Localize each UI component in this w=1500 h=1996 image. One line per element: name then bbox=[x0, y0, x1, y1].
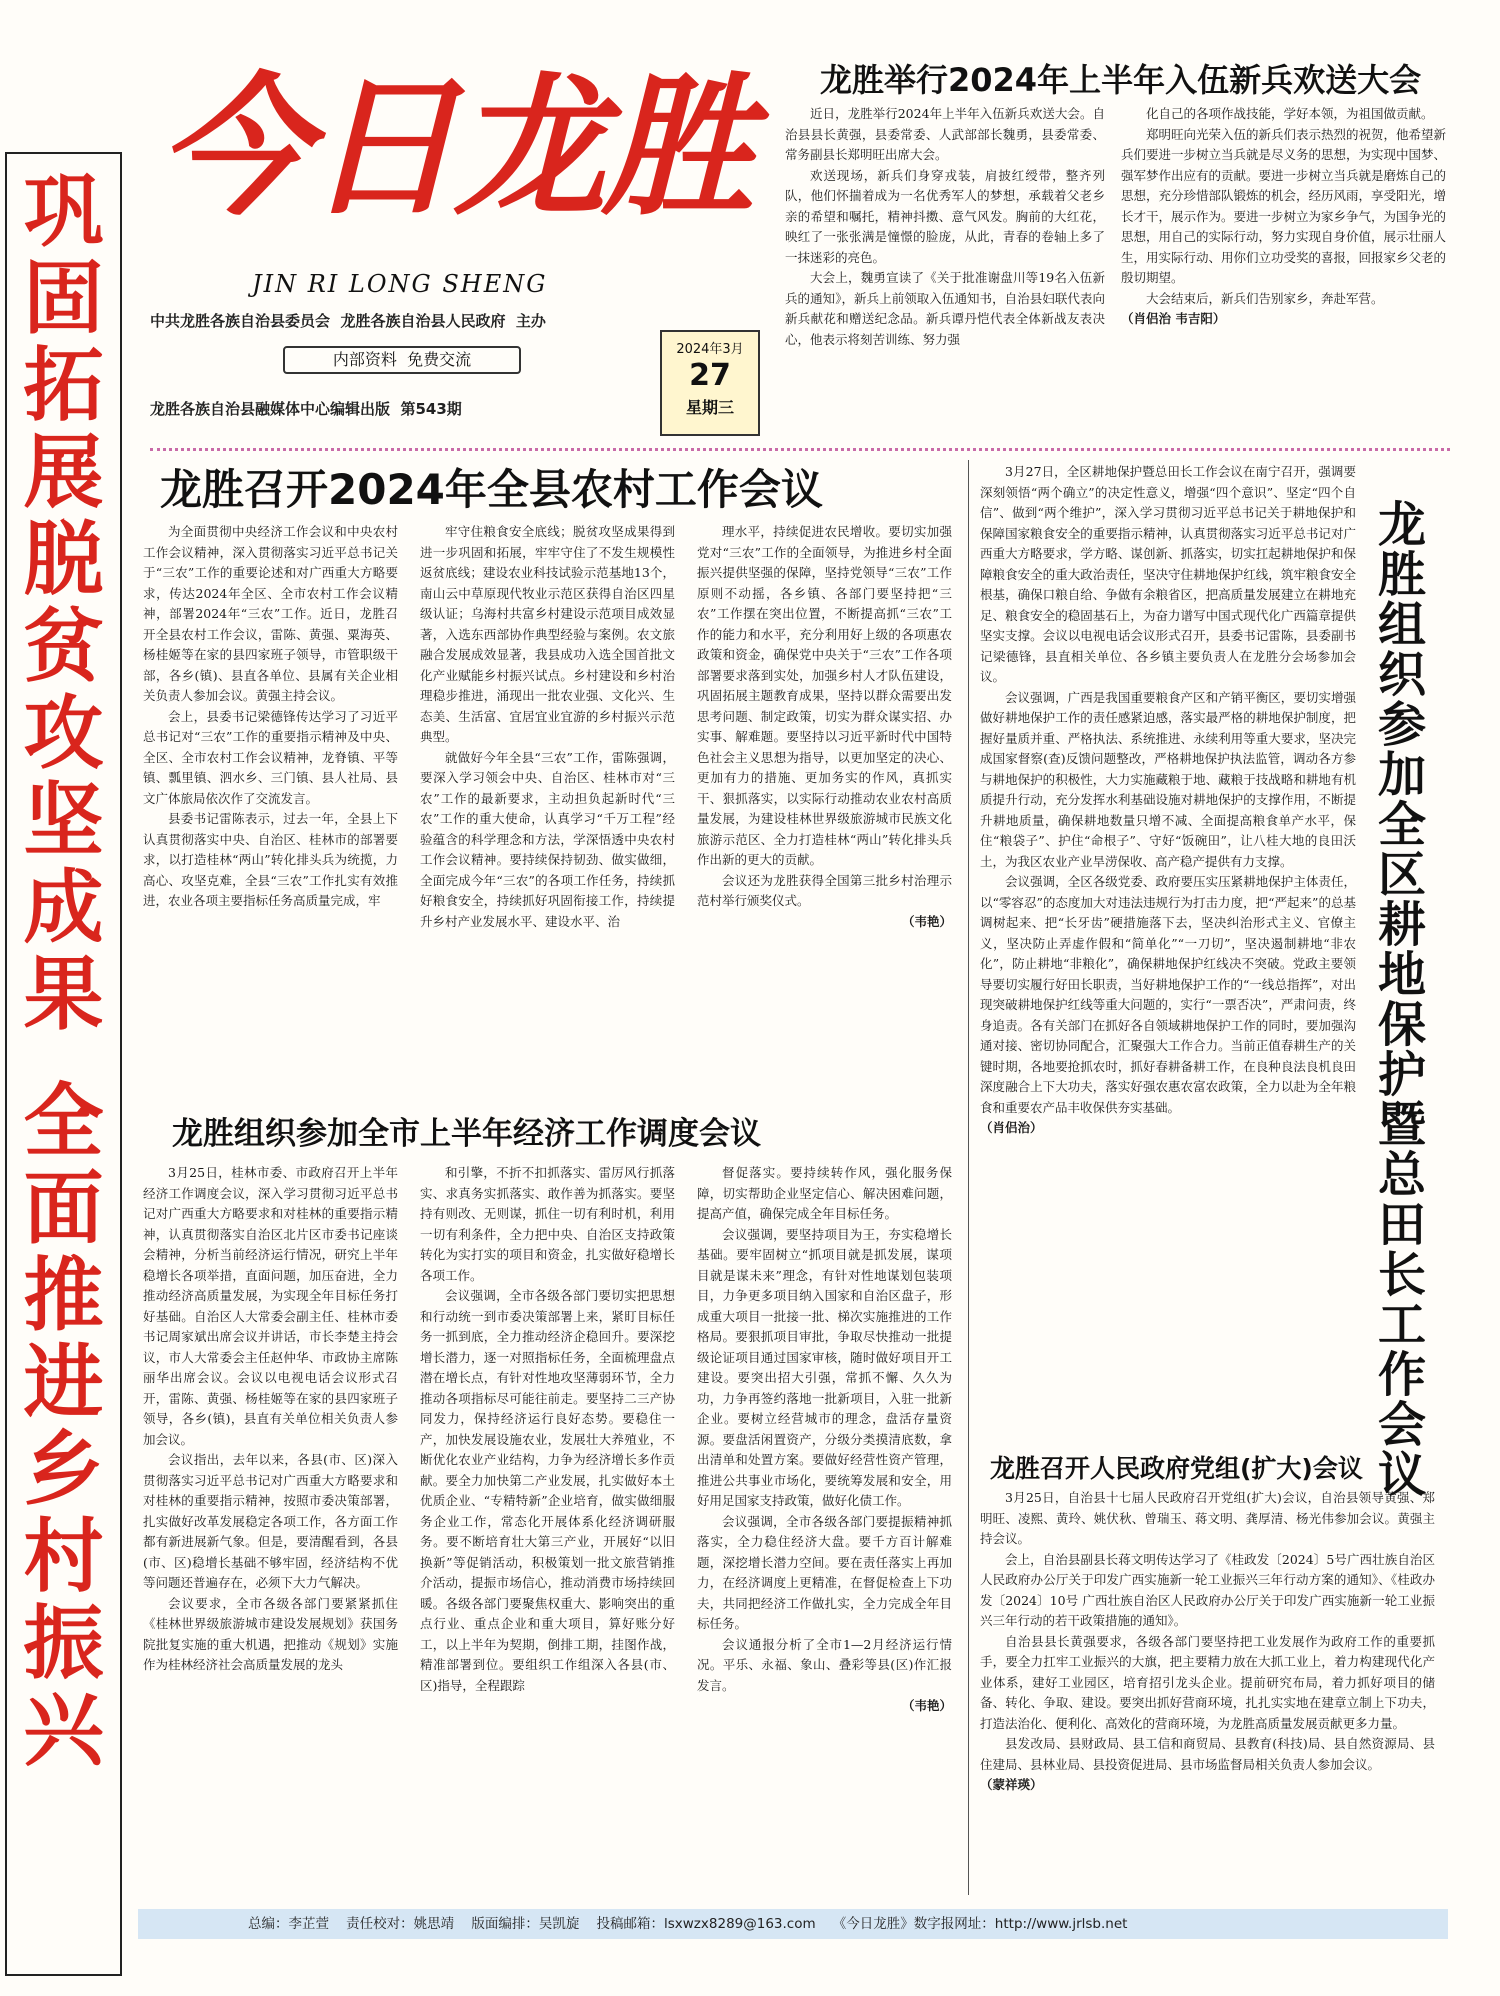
headline-char: 组 bbox=[1377, 597, 1426, 653]
paragraph: 会议强调，全市各级各部门要提振精神抓落实，全力稳住经济大盘。要千方百计解难题，深挖增长潜力空间。要在责任落实上再加力，在经济调度上更精准，在督促检查上下功夫，共同把经济工作做扎实，全力完成全年目标任务。 bbox=[697, 1513, 952, 1631]
paragraph: 3月25日，桂林市委、市政府召开上半年经济工作调度会议，深入学习贯彻习近平总书记对广西重大方略要求和对桂林的重要指示精神，认真贯彻落实自治区北片区市委书记座谈会精神，分析当前经济运行情况，研究上半年稳增长各项举措，直面问题，加压奋进，全力推动经济高质量发展，为实现全年目标任务打好基础。自治区人大常委会副主任、桂林市委书记周家斌出席会议并讲话，市长李楚主持会议，市人大常委会主任赵仲华、市政协主席陈丽华出席会议。会议以电视电话会议形式召开，雷陈、黄强、杨桂姬等在家的县四家班子领导，各乡(镇)，县直有关单位相关负责人参加会议。 bbox=[143, 1165, 398, 1447]
paragraph: 会议指出，去年以来，各县(市、区)深入贯彻落实习近平总书记对广西重大方略要求和对桂林的重要指示精神，按照市委决策部署，扎实做好改革发展稳定各项工作，各方面工作都有新进展新气象。但是，要清醒看到，各县(市、区)稳增长基础不够牢固，经济结构不优等问题还普遍存在，必须下大力气解决。 bbox=[143, 1452, 398, 1590]
article-recruits-col2 bbox=[1121, 104, 1446, 434]
byline-rural: （韦艳） bbox=[901, 913, 952, 929]
paragraph: 自治县县长黄强要求，各级各部门要坚持把工业发展作为政府工作的重要抓手，要全力扛牢工业振兴的大旗，把主要精力放在大抓工业上，着力构建现代化产业体系，建好工业园区，培育招引龙头企业。提前研究布局，着力抓好项目的储备、转化、争取、建设。要突出抓好营商环境，扎扎实实地在建章立制上下功夫，打造法治化、便利化、高效化的营商环境，为龙胜高质量发展贡献更多力量。 bbox=[980, 1633, 1435, 1731]
byline-economic: （韦艳） bbox=[901, 1698, 952, 1713]
headline-char: 耕 bbox=[1377, 897, 1426, 953]
headline-char: 作 bbox=[1377, 1347, 1426, 1403]
byline-party: （蒙祥瑛） bbox=[980, 1777, 1043, 1792]
headline-farmland bbox=[1372, 497, 1432, 1503]
headline-char: 护 bbox=[1377, 1047, 1426, 1103]
slogan-char: 坚 bbox=[23, 774, 104, 867]
slogan-char: 固 bbox=[23, 252, 104, 345]
slogan-char: 果 bbox=[23, 948, 104, 1041]
headline-char: 胜 bbox=[1377, 547, 1426, 603]
article-economic-col1 bbox=[143, 1163, 398, 1893]
slogan-char: 兴 bbox=[23, 1684, 104, 1777]
paragraph: 3月25日，自治县十七届人民政府召开党组(扩大)会议，自治县领导黄强、郑明旺、凌熙、黄玲、姚伏秋、曾瑞玉、蒋文明、龚厚清、杨光伟参加会议。黄强主持会议。 bbox=[980, 1490, 1435, 1546]
paragraph: 会议强调，全区各级党委、政府要压实压紧耕地保护主体责任，以“零容忍”的态度加大对违法违规行为打击力度，把“严起来”的总基调树起来、把“长牙齿”硬措施落下去，坚决纠治形式主义、官僚主义，坚决防止弄虚作假和“简单化”“一刀切”，坚决遏制耕地“非农化”，防止耕地“非粮化”，确保耕地保护红线决不突破。党政主要领导要切实履行好田长职责，当好耕地保护工作的“一线总指挥”，对出现突破耕地保护红线等重大问题的，实行“一票否决”，严肃问责，终身追责。各有关部门在抓好各自领域耕地保护工作的同时，要加强沟通对接、密切协同配合，汇聚强大工作合力。当前正值春耕生产的关键时期，各地要抢抓农时，抓好春耕备耕工作，在良种良法良机良田深度融合上下大功夫，落实好强农惠农富农政策，全力以赴为全年粮食和重要农产品丰收保供夯实基础。 bbox=[980, 874, 1356, 1115]
headline-economic: 龙胜组织参加全市上半年经济工作调度会议 bbox=[172, 1116, 761, 1152]
slogan-char: 展 bbox=[23, 426, 104, 519]
paragraph: 督促落实。要持续转作风，强化服务保障，切实帮助企业坚定信心、解决困难问题，提高产值，确保完成全年目标任务。 bbox=[697, 1165, 952, 1221]
slogan-char: 贫 bbox=[23, 600, 104, 693]
headline-char: 地 bbox=[1377, 947, 1426, 1003]
paragraph: 牢守住粮食安全底线；脱贫攻坚成果得到进一步巩固和拓展，牢牢守住了不发生规模性返贫底线；建设农业科技试验示范基地13个，南山云中草原现代牧业示范区获得自治区四星级认证；乌海村共富乡村建设示范项目成效显著，入选东西部协作典型经验与案例。农文旅融合发展成效显著，我县成功入选全国首批文化产业赋能乡村振兴试点。乡村建设和乡村治理稳步推进，涌现出一批农业强、文化兴、生态美、生活富、宜居宜业宜游的乡村振兴示范典型。 bbox=[420, 524, 675, 744]
headline-char: 议 bbox=[1377, 1447, 1426, 1503]
paragraph: 县发改局、县财政局、县工信和商贸局、县教育(科技)局、县自然资源局、县住建局、县林业局、县投资促进局、县市场监督局相关负责人参加会议。 bbox=[980, 1736, 1435, 1772]
headline-char: 工 bbox=[1377, 1297, 1426, 1353]
masthead-publisher: 龙胜各族自治县融媒体中心编辑出版 第543期 bbox=[150, 400, 462, 418]
slogan-char: 推 bbox=[23, 1249, 104, 1342]
slogan-char: 村 bbox=[23, 1510, 104, 1603]
masthead-pinyin: JIN RI LONG SHENG bbox=[252, 270, 548, 298]
headline-char: 长 bbox=[1377, 1247, 1426, 1303]
internal-stamp bbox=[283, 346, 521, 374]
slogan-char: 拓 bbox=[23, 339, 104, 432]
masthead-title: 今日龙胜 bbox=[158, 57, 750, 236]
paragraph: 会上，县委书记梁德锋传达学习了习近平总书记对“三农”工作的重要指示精神及中央、全区、全市农村工作会议精神，龙脊镇、平等镇、瓢里镇、泗水乡、三门镇、县人社局、县文广体旅局依次作了交流发言。 bbox=[143, 708, 398, 806]
date-year-month: 2024年3月 bbox=[676, 342, 744, 357]
slogan-char: 全 bbox=[23, 1075, 104, 1168]
paragraph: 和引擎，不折不扣抓落实、雷厉风行抓落实、求真务实抓落实、敢作善为抓落实。要坚持有则改、无则谋，抓住一切有利时机，利用一切有利条件，全力把中央、自治区支持政策转化为实打实的项目和资金，扎实做好稳增长各项工作。 bbox=[420, 1165, 675, 1283]
paragraph: 县委书记雷陈表示，过去一年，全县上下认真贯彻落实中央、自治区、桂林市的部署要求，以打造桂林“两山”转化排头兵为统揽，力高心、攻坚克难，全县“三农”工作扎实有效推进，农业各项主要指标任务高质量完成，牢 bbox=[143, 811, 398, 908]
paragraph: 会议强调，广西是我国重要粮食产区和产销平衡区，要切实增强做好耕地保护工作的责任感紧迫感，落实最严格的耕地保护制度，把握好量质并重、严格执法、系统推进、永续利用等重大要求，坚决完成国家督察(查)反馈问题整改，严格耕地保护执法监管，调动各方参与耕地保护的积极性，大力实施藏粮于地、藏粮于技战略和耕地有机质提升行动，充分发挥水利基础设施对耕地保护的支撑作用，不断提升耕地质量，确保耕地数量只增不减、全面提高粮食单产水平，保住“粮袋子”、护住“命根子”、守好“饭碗田”，让八桂大地的良田沃土，为我区农业产业旱涝保收、高产稳产提供有力支撑。 bbox=[980, 689, 1356, 869]
byline-farmland: （肖侣治） bbox=[980, 1120, 1043, 1135]
paragraph: 会议要求，全市各级各部门要紧紧抓住《桂林世界级旅游城市建设发展规划》获国务院批复实施的重大机遇，把推动《规划》实施作为桂林经济社会高质量发展的龙头 bbox=[143, 1595, 398, 1672]
headline-party: 龙胜召开人民政府党组(扩大)会议 bbox=[990, 1454, 1363, 1483]
paragraph: 理水平，持续促进农民增收。要切实加强党对“三农”工作的全面领导，为推进乡村全面振兴提供坚强的保障，坚持党领导“三农”工作原则不动摇，各乡镇、各部门要坚持把“三农”工作摆在突出位置，不断提高抓“三农”工作的能力和水平，充分利用好上级的各项惠农政策和资金，确保党中央关于“三农”工作各项部署要求落到实处，加强乡村人才队伍建设，巩固拓展主题教育成果，坚持以群众需要出发思考问题、制定政策，切实为群众谋实招、办实事、解难题。要坚持以习近平新时代中国特色社会主义思想为指导，以更加坚定的决心、更加有力的措施、更加务实的作风，真抓实干、狠抓落实，以实际行动推动农业农村高质量发展，为建设桂林世界级旅游城市民族文化旅游示范区、全力打造桂林“两山”转化排头兵作出新的更大的贡献。 bbox=[697, 524, 952, 867]
article-rural-col1 bbox=[143, 522, 398, 1097]
paragraph: 3月27日，全区耕地保护暨总田长工作会议在南宁召开，强调要深刻领悟“两个确立”的决定性意义，增强“四个意识”、坚定“四个自信”、做到“两个维护”，深入学习贯彻习近平总书记关于耕地保护和保障国家粮食安全的重要指示精神，认真贯彻落实习近平总书记对广西重大方略要求，学方略、谋创新、抓落实，切实扛起耕地保护和保障粮食安全的重大政治责任，坚决守住耕地保护红线，筑牢粮食安全根基，确保口粮自给、争做有余粮省区，把高质量发展建立在耕地充足、粮食安全的稳固基石上，为奋力谱写中国式现代化广西篇章提供坚实支撑。会议以电视电话会议形式召开，县委书记雷陈，县委副书记梁德锋，县直相关单位、各乡镇主要负责人在龙胜分会场参加会议。 bbox=[980, 464, 1356, 684]
headline-char: 会 bbox=[1377, 1397, 1426, 1453]
paragraph: 会议强调，全市各级各部门要切实把思想和行动统一到市委决策部署上来，紧盯目标任务一抓到底，全力推动经济企稳回升。要深挖增长潜力，逐一对照指标任务，全面梳理盘点潜在增长点，有针对性地攻坚薄弱环节，全力推动各项指标尽可能往前走。要坚持二三产协同发力，保持经济运行良好态势。要稳住一产，加快发展设施农业，发展壮大养殖业，不断优化农业产业结构，力争为经济增长多作贡献。要全力加快第二产业发展，扎实做好本土优质企业、“专精特新”企业培育，做实做细服务企业工作，常态化开展体系化经济调研服务。要不断培育壮大第三产业，开展好“以旧换新”等促销活动，积极策划一批文旅营销推介活动，提振市场信心，推动消费市场持续回暖。各级各部门要聚焦权重大、影响突出的重点行业、重点企业和重大项目，算好账分好工，以上半年为契期，倒排工期，挂图作战，精准部署到位。要组织工作组深入各县(市、区)指导，全程跟踪 bbox=[420, 1288, 675, 1693]
paragraph: 大会结束后，新兵们告别家乡，奔赴军营。 bbox=[1146, 290, 1384, 306]
headline-char: 总 bbox=[1377, 1147, 1426, 1203]
article-economic-col3 bbox=[697, 1163, 952, 1893]
paragraph: 郑明旺向光荣入伍的新兵们表示热烈的祝贺，他希望新兵们要进一步树立当兵就是尽义务的思想，为实现中国梦、强军梦作出应有的贡献。要进一步树立当兵就是磨炼自己的思想，充分珍惜部队锻炼的机会，经历风雨，享受阳光，增长才干，展示作为。要进一步树立为家乡争气，为国争光的思想，用自己的实际行动，努力实现自身价值，展示壮丽人生，用实际行动、用你们立功受奖的喜报，回报家乡父老的殷切期望。 bbox=[1121, 126, 1446, 285]
paragraph: 欢送现场，新兵们身穿戎装，肩披红绶带，整齐列队，他们怀揣着成为一名优秀军人的梦想，承载着父老乡亲的希望和嘱托，精神抖擞、意气风发。胸前的大红花，映红了一张张满是憧憬的脸庞，从此，青春的卷轴上多了一抹迷彩的亮色。 bbox=[785, 167, 1105, 265]
headline-recruits: 龙胜举行2024年上半年入伍新兵欢送大会 bbox=[820, 61, 1422, 99]
top-separator bbox=[150, 448, 1450, 451]
headline-char: 全 bbox=[1377, 797, 1426, 853]
date-weekday: 星期三 bbox=[685, 398, 734, 417]
headline-char: 加 bbox=[1377, 747, 1426, 803]
paragraph: 会议还为龙胜获得全国第三批乡村治理示范村举行颁奖仪式。 bbox=[697, 872, 952, 908]
paragraph: 化自己的各项作战技能，学好本领，为祖国做贡献。 bbox=[1146, 106, 1434, 121]
slogan-char: 振 bbox=[23, 1597, 104, 1690]
slogan-char: 脱 bbox=[23, 513, 104, 606]
slogan-sidebar bbox=[5, 152, 122, 1976]
paragraph: 大会上，魏勇宣读了《关于批准谢盘川等19名入伍新兵的通知》，新兵上前领取入伍通知书，自治县妇联代表向新兵献花和赠送纪念品。新兵谭丹恺代表全体新战友表决心，他表示将刻苦训练、努力强 bbox=[785, 270, 1105, 347]
headline-char: 参 bbox=[1377, 697, 1426, 753]
date-box bbox=[660, 330, 760, 436]
footer-bar bbox=[138, 1909, 1448, 1939]
paragraph: 近日，龙胜举行2024年上半年入伍新兵欢送大会。自治县县长黄强，县委常委、人武部部长魏勇，县委常委、常务副县长郑明旺出席大会。 bbox=[785, 106, 1105, 162]
headline-char: 龙 bbox=[1377, 497, 1426, 553]
slogan-char: 乡 bbox=[23, 1423, 104, 1516]
slogan-char: 成 bbox=[23, 861, 104, 954]
paragraph: 为全面贯彻中央经济工作会议和中央农村工作会议精神，深入贯彻落实习近平总书记关于“三农”工作的重要论述和对广西重大方略要求，传达2024年全区、全市农村工作会议精神，部署2024年“三农”工作。近日，龙胜召开全县农村工作会议，雷陈、黄强、粟海英、杨桂姬等在家的县四家班子领导，市管职级干部，各乡(镇)、县直各单位、县属有关企业相关负责人参加会议。黄强主持会议。 bbox=[143, 524, 398, 703]
article-rural-col3 bbox=[697, 522, 952, 1097]
headline-char: 区 bbox=[1377, 847, 1426, 903]
article-rural-col2 bbox=[420, 522, 675, 1097]
article-party-text bbox=[980, 1488, 1435, 1908]
paragraph: 会上，自治县副县长蒋文明传达学习了《桂政发〔2024〕5号广西壮族自治区人民政府办公厅关于印发广西实施新一轮工业振兴三年行动方案的通知》、《桂政办发〔2024〕10号 广西壮族自治区人民政府办公厅关于印发广西实施新一轮工业振兴三年行动的若干政策措施的通知》。 bbox=[980, 1551, 1435, 1628]
headline-char: 田 bbox=[1377, 1197, 1426, 1253]
slogan-char: 进 bbox=[23, 1336, 104, 1429]
paragraph: 就做好今年全县“三农”工作，雷陈强调，要深入学习领会中央、自治区、桂林市对“三农”工作的最新要求，主动担负起新时代“三农”工作的重大使命，认真学习“千万工程”经验蕴含的科学理念和方法，学深悟透中央农村工作会议精神。要持续保持韧劲、做实做细，全面完成今年“三农”的各项工作任务，持续抓好粮食安全，持续抓好巩固衔接工作，持续提升乡村产业发展水平、建设水平、治 bbox=[420, 749, 675, 929]
slogan-char: 攻 bbox=[23, 687, 104, 780]
date-day: 27 bbox=[689, 358, 731, 393]
article-recruits-col1 bbox=[785, 104, 1105, 434]
byline-recruits: （肖侣治 韦吉阳） bbox=[1121, 311, 1226, 326]
slogan-char: 巩 bbox=[23, 165, 104, 258]
article-economic-col2 bbox=[420, 1163, 675, 1893]
slogan-char: 面 bbox=[23, 1162, 104, 1255]
headline-char: 保 bbox=[1377, 997, 1426, 1053]
paragraph: 会议通报分析了全市1—2月经济运行情况。平乐、永福、象山、叠彩等县(区)作汇报发言。 bbox=[697, 1636, 952, 1693]
headline-rural: 龙胜召开2024年全县农村工作会议 bbox=[160, 465, 823, 514]
column-divider bbox=[968, 460, 969, 1895]
paragraph: 会议强调，要坚持项目为王，夯实稳增长基础。要牢固树立“抓项目就是抓发展，谋项目就是谋未来”理念，有针对性地谋划包装项目，力争更多项目纳入国家和自治区盘子，形成重大项目一批接一批、梯次实施推进的工作格局。要狠抓项目审批，争取尽快推动一批提级论证项目通过国家审核，随时做好项目开工建设。要突出招大引强，常抓不懈、久久为功，力争再签约落地一批新项目，入驻一批新企业。要树立经营城市的理念，盘活存量资源。要盘活闲置资产，分级分类摸清底数，拿出清单和处置方案。要做好经营性资产管理，推进公共事业市场化，要统筹发展和安全，用好用足国家支持政策，做好化债工作。 bbox=[697, 1226, 952, 1508]
headline-char: 织 bbox=[1377, 647, 1426, 703]
headline-char: 暨 bbox=[1377, 1097, 1426, 1153]
internal-label: 内部资料 免费交流 bbox=[332, 350, 472, 369]
masthead-sponsors: 中共龙胜各族自治县委员会 龙胜各族自治县人民政府 主办 bbox=[150, 312, 546, 330]
footer-credits: 总编：李芷萱 责任校对：姚思靖 版面编排：吴凯旋 投稿邮箱：lsxwzx8289@163.com 《今日龙胜》数字报网址：http://www.jrlsb.net bbox=[248, 1916, 1128, 1932]
